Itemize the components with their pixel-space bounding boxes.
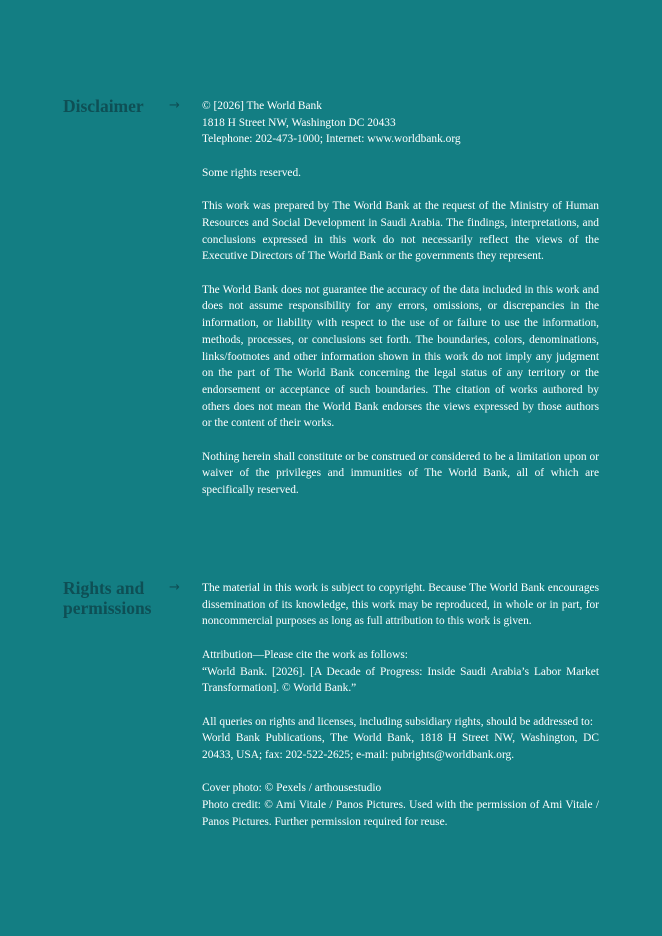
arrow-right-icon: → (169, 580, 180, 595)
queries-intro: All queries on rights and licenses, including subsidiary rights, should be addressed to: (202, 715, 594, 728)
attribution-intro: Attribution—Please cite the work as follows: (202, 648, 408, 661)
attribution-block (202, 647, 599, 697)
queries-block (202, 714, 599, 764)
disclaimer-paragraph-2: The World Bank does not guarantee the accuracy of the data included in this work and does not assume responsibility for any errors, omissions, or discrepancies in the information, or liability with respect to the use of or failure to use the information, methods, processes, or conclusions set forth. The boundaries, colors, denominations, links/footnotes and other information shown in this work do not imply any judgment on the part of The World Bank concerning the legal status of any territory or the endorsement or acceptance of such boundaries. The citation of works authored by others does not mean the World Bank endorses the views expressed by those authors or the content of their works. (202, 283, 599, 430)
photo-credits-block (202, 780, 599, 830)
rights-paragraph-1: The material in this work is subject to copyright. Because The World Bank encourages dissemination of its knowledge, this work may be reproduced, in whole or in part, for noncommercial purposes as long as full attribution to this work is given. (202, 582, 599, 628)
disclaimer-paragraph-3: Nothing herein shall constitute or be construed or considered to be a limitation upon or waiver of the privileges and immunities of The World Bank, all of which are specifically reserved. (202, 450, 599, 497)
arrow-right-icon: → (169, 98, 180, 113)
attribution-citation: “World Bank. [2026]. [A Decade of Progress: Inside Saudi Arabia’s Labor Market Transformation]. © World Bank.” (202, 665, 599, 695)
photo-credit: Photo credit: © Ami Vitale / Panos Pictures. Used with the permission of Ami Vitale / Panos Pictures. Further permission required for reuse. (202, 799, 599, 828)
contact-line: Telephone: 202-473-1000; Internet: www.worldbank.org (202, 133, 461, 146)
rights-reserved-text: Some rights reserved. (202, 166, 302, 179)
disclaimer-paragraph-1: This work was prepared by The World Bank at the request of the Ministry of Human Resources and Social Development in Saudi Arabia. The findings, interpretations, and conclusions expressed in this work do not necessarily reflect the views of the Executive Directors of The World Bank or the governments they represent. (202, 200, 599, 263)
publisher-address (202, 98, 599, 148)
disclaimer-body (202, 98, 599, 499)
cover-photo-credit: Cover photo: © Pexels / arthousestudio (202, 782, 382, 795)
disclaimer-heading: Disclaimer (63, 96, 144, 116)
copyright-line: © [2026] The World Bank (202, 100, 322, 112)
queries-address: World Bank Publications, The World Bank, 1818 H Street NW, Washington, DC 20433, USA; fax: 202-522-2625; e-mail: pubrights@worldbank.org. (202, 732, 599, 761)
rights-heading: Rights and permissions (63, 578, 152, 618)
rights-body (202, 580, 599, 831)
street-address-line: 1818 H Street NW, Washington DC 20433 (202, 116, 396, 129)
